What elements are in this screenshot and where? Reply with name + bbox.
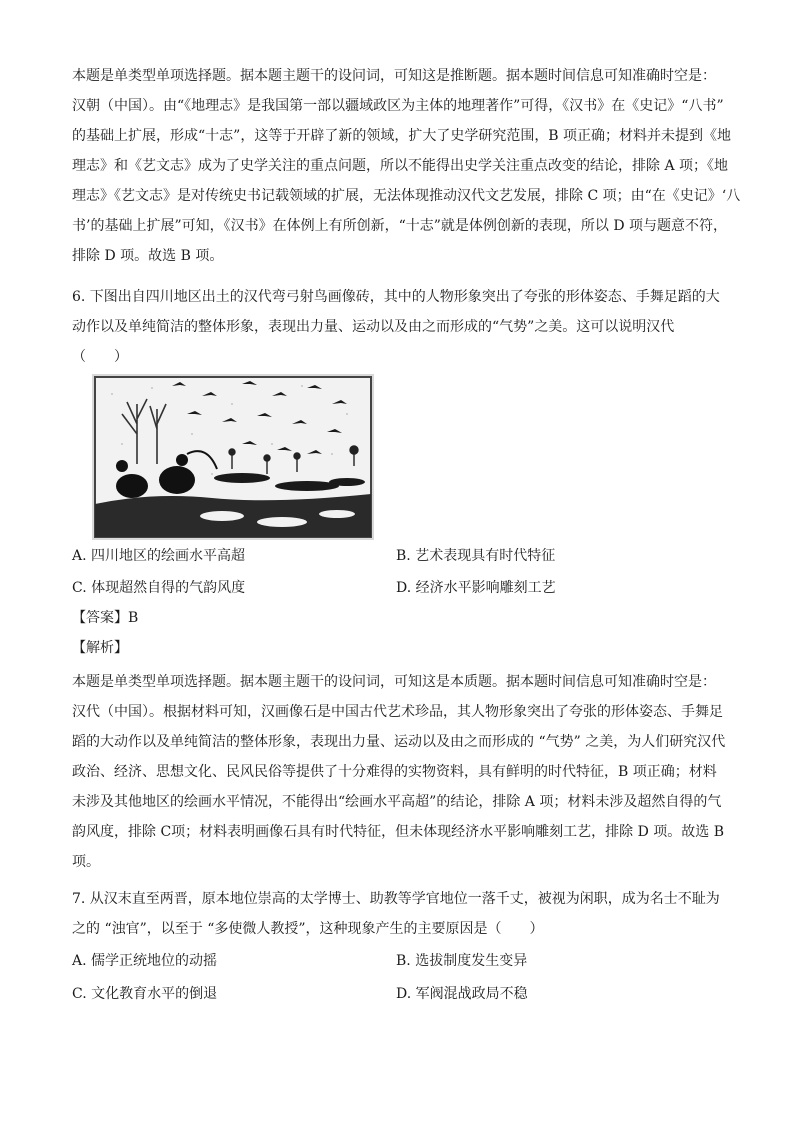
text-line: 的基础上扩展，形成“十志”，这等于开辟了新的领域，扩大了史学研究范围，B 项正确；材料并未提到《地 bbox=[72, 128, 732, 144]
text-line: 之的 “浊官”，以至于 “多使微人教授”，这种现象产生的主要原因是（ ） bbox=[72, 921, 544, 937]
text-line: （ ） bbox=[72, 349, 128, 365]
q7-option-b[interactable]: B. 选拔制度发生变异 bbox=[396, 953, 528, 969]
q7-option-c[interactable]: C. 文化教育水平的倒退 bbox=[72, 986, 218, 1002]
text-line: 理志》《艺文志》是对传统史书记载领域的扩展，无法体现推动汉代文艺发展，排除 C 项；由“在《史记》‘八 bbox=[72, 188, 741, 204]
q6-stem bbox=[72, 282, 724, 372]
q6-option-c[interactable]: C. 体现超然自得的气韵风度 bbox=[72, 580, 246, 596]
q5-analysis-paragraph bbox=[72, 61, 741, 271]
text-line: 6. 下图出自四川地区出土的汉代弯弓射鸟画像砖，其中的人物形象突出了夸张的形体姿态、手舞足蹈的大 bbox=[72, 289, 720, 305]
han-brick-relief-image bbox=[92, 374, 374, 540]
q6-analysis-label: 【解析】 bbox=[72, 640, 128, 656]
q6-options bbox=[72, 545, 724, 605]
q7-options bbox=[72, 950, 724, 1014]
text-line: 本题是单类型单项选择题。据本题主题干的设问词，可知这是推断题。据本题时间信息可知准确时空是： bbox=[72, 68, 716, 84]
q7-option-a[interactable]: A. 儒学正统地位的动摇 bbox=[72, 953, 218, 969]
q7-option-d[interactable]: D. 军阀混战政局不稳 bbox=[396, 986, 528, 1002]
q6-option-b[interactable]: B. 艺术表现具有时代特征 bbox=[396, 548, 556, 564]
text-line: 排除 D 项。故选 B 项。 bbox=[72, 248, 224, 264]
text-line: 韵风度，排除 C项；材料表明画像石具有时代特征，但未体现经济水平影响雕刻工艺，排除 D 项。故选 B bbox=[72, 824, 725, 840]
text-line: 书’的基础上扩展”可知，《汉书》在体例上有所创新，“十志”就是体例创新的表现，所以 D 项与题意不符， bbox=[72, 218, 728, 234]
q6-analysis-paragraph bbox=[72, 667, 724, 877]
text-line: 蹈的大动作以及单纯简洁的整体形象，表现出力量、运动以及由之而形成的 “气势” 之美，为人们研究汉代 bbox=[72, 734, 726, 750]
text-line: 7. 从汉末直至两晋，原本地位崇高的太学博士、助教等学官地位一落千丈，被视为闲职，成为名士不耻为 bbox=[72, 891, 720, 907]
text-line: 政治、经济、思想文化、民风民俗等提供了十分难得的实物资料，具有鲜明的时代特征，B 项正确；材料 bbox=[72, 764, 717, 780]
q7-stem bbox=[72, 884, 724, 944]
text-line: 项。 bbox=[72, 854, 100, 870]
q6-answer: 【答案】B bbox=[72, 610, 139, 626]
text-line: 汉朝（中国）。由“《地理志》是我国第一部以疆域政区为主体的地理著作”可得，《汉书》在《史记》“八书” bbox=[72, 98, 724, 114]
text-line: 理志》和《艺文志》成为了史学关注的重点问题，所以不能得出史学关注重点改变的结论，排除 A 项；《地 bbox=[72, 158, 729, 174]
q6-option-d[interactable]: D. 经济水平影响雕刻工艺 bbox=[396, 580, 556, 596]
text-line: 汉代（中国）。根据材料可知，汉画像石是中国古代艺术珍品，其人物形象突出了夸张的形体姿态、手舞足 bbox=[72, 704, 723, 720]
text-line: 未涉及其他地区的绘画水平情况，不能得出“绘画水平高超”的结论，排除 A 项；材料未涉及超然自得的气 bbox=[72, 794, 722, 810]
text-line: 动作以及单纯简洁的整体形象，表现出力量、运动以及由之而形成的“气势”之美。这可以说明汉代 bbox=[72, 319, 675, 335]
text-line: 本题是单类型单项选择题。据本题主题干的设问词，可知这是本质题。据本题时间信息可知准确时空是： bbox=[72, 674, 716, 690]
q6-option-a[interactable]: A. 四川地区的绘画水平高超 bbox=[72, 548, 246, 564]
